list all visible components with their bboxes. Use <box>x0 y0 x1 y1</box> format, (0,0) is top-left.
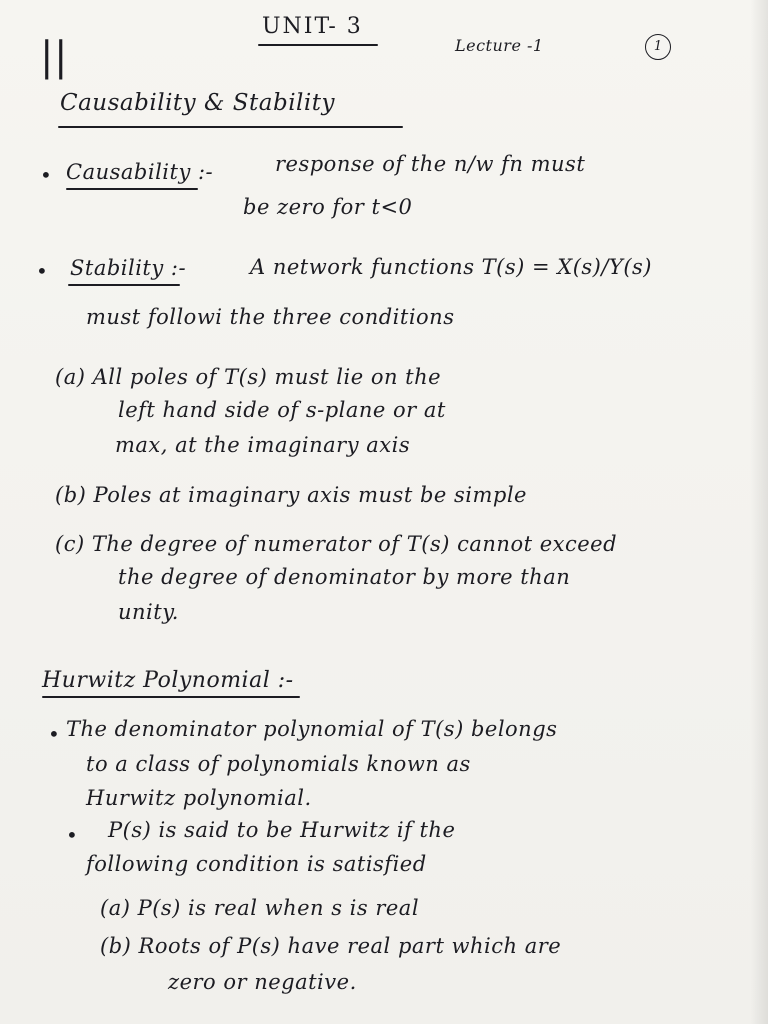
unit-title: UNIT- 3 <box>262 14 363 39</box>
hurwitz-title-underline <box>42 696 300 698</box>
section-title-causability-stability: Causability & Stability <box>60 90 336 116</box>
hurwitz-condition-b-line-2: zero or negative. <box>168 970 357 994</box>
margin-mark: || <box>40 34 68 80</box>
stability-condition-c-line-3: unity. <box>118 600 179 624</box>
stability-condition-c-line-1: (c) The degree of numerator of T(s) cannot exceed <box>55 532 618 556</box>
causability-term-underline <box>66 188 198 190</box>
hurwitz-bullet-1-line-1: The denominator polynomial of T(s) belongs <box>66 717 558 741</box>
hurwitz-bullet-1-line-2: to a class of polynomials known as <box>86 752 471 776</box>
bullet-dot: • <box>66 823 78 847</box>
stability-condition-b: (b) Poles at imaginary axis must be simple <box>55 483 527 507</box>
stability-condition-a-line-2: left hand side of s-plane or at <box>118 398 446 422</box>
stability-term-underline <box>68 284 180 286</box>
page-edge-shadow <box>750 0 768 1024</box>
unit-title-underline <box>258 44 378 46</box>
causability-line-1: response of the n/w fn must <box>275 152 586 176</box>
stability-condition-c-line-2: the degree of denominator by more than <box>118 565 571 589</box>
stability-condition-a-line-1: (a) All poles of T(s) must lie on the <box>55 365 442 389</box>
section-title-hurwitz-polynomial: Hurwitz Polynomial :- <box>42 668 294 693</box>
hurwitz-bullet-2-line-1: P(s) is said to be Hurwitz if the <box>108 818 456 842</box>
stability-term: Stability :- <box>70 256 187 280</box>
lecture-label: Lecture -1 <box>455 36 544 55</box>
stability-line-2: must followi the three conditions <box>86 305 455 329</box>
hurwitz-bullet-2-line-2: following condition is satisfied <box>86 852 427 876</box>
section-title-underline <box>58 126 403 128</box>
bullet-dot: • <box>36 259 48 283</box>
hurwitz-condition-a: (a) P(s) is real when s is real <box>100 896 420 920</box>
causability-term: Causability :- <box>66 160 214 184</box>
page-number-circle: 1 <box>645 34 671 60</box>
bullet-dot: • <box>48 722 60 746</box>
causability-line-2: be zero for t<0 <box>243 195 413 219</box>
stability-line-1: A network functions T(s) = X(s)/Y(s) <box>250 255 652 279</box>
hurwitz-bullet-1-line-3: Hurwitz polynomial. <box>86 786 312 810</box>
hurwitz-condition-b-line-1: (b) Roots of P(s) have real part which are <box>100 934 562 958</box>
stability-condition-a-line-3: max, at the imaginary axis <box>115 433 411 457</box>
bullet-dot: • <box>40 163 52 187</box>
